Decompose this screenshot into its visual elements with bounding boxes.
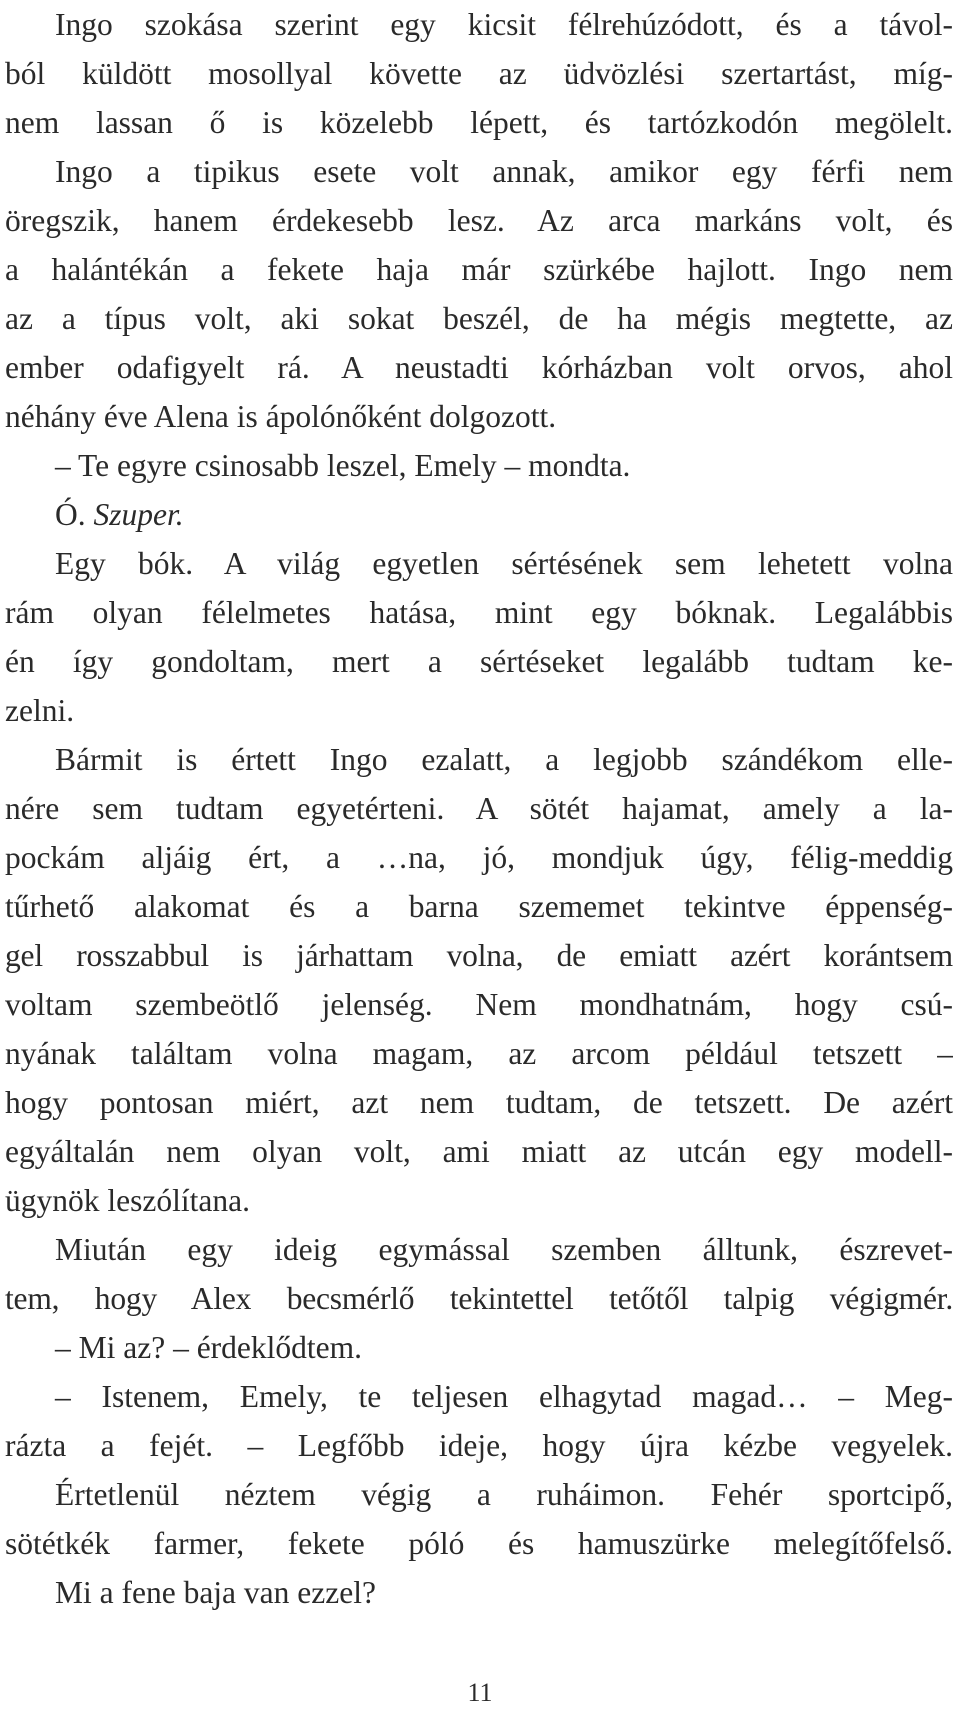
text-line: néhány éve Alena is ápolónőként dolgozott. <box>5 399 557 434</box>
text-line: rám olyan félelmetes hatása, mint egy bóknak. Legalábbis <box>5 595 953 630</box>
text-line: Miután egy ideig egymással szemben álltunk, észrevet- <box>55 1232 953 1267</box>
text-line: ügynök leszólítana. <box>5 1183 250 1218</box>
text-line: Bármit is értett Ingo ezalatt, a legjobb szándékom elle- <box>55 742 953 777</box>
text-line: tűrhető alakomat és a barna szememet tekintve éppenség- <box>5 889 953 924</box>
text-line: gel rosszabbul is járhattam volna, de emiatt azért korántsem <box>5 938 953 973</box>
text-line: az a típus volt, aki sokat beszél, de ha mégis megtette, az <box>5 301 953 336</box>
text-line: ember odafigyelt rá. A neustadti kórházban volt orvos, ahol <box>5 350 953 385</box>
dialogue-line: – Mi az? – érdeklődtem. <box>55 1330 363 1365</box>
body-text <box>5 0 953 1617</box>
dialogue-line: – Te egyre csinosabb leszel, Emely – mondta. <box>55 448 631 483</box>
text-line: ból küldött mosollyal követte az üdvözlési szertartást, míg- <box>5 56 953 91</box>
text-line: zelni. <box>5 693 75 728</box>
text-line: Mi a fene baja van ezzel? <box>55 1575 376 1610</box>
page-number: 11 <box>467 1678 493 1707</box>
text-line: nyának találtam volna magam, az arcom például tetszett – <box>5 1036 953 1071</box>
text-line: nére sem tudtam egyetérteni. A sötét hajamat, amely a la- <box>5 791 953 826</box>
text-line: pockám aljáig ért, a …na, jó, mondjuk úgy, félig-meddig <box>5 840 953 875</box>
text-line: a halántékán a fekete haja már szürkébe hajlott. Ingo nem <box>5 252 953 287</box>
text-line: egyáltalán nem olyan volt, ami miatt az utcán egy modell- <box>5 1134 953 1169</box>
text-line <box>5 490 953 539</box>
dialogue-line: – Istenem, Emely, te teljesen elhagytad magad… – Meg- <box>55 1379 953 1414</box>
text-line: sötétkék farmer, fekete póló és hamuszürke melegítőfelső. <box>5 1526 953 1561</box>
text-line: tem, hogy Alex becsmérlő tekintettel tetőtől talpig végigmér. <box>5 1281 953 1316</box>
text-line: hogy pontosan miért, azt nem tudtam, de tetszett. De azért <box>5 1085 953 1120</box>
italic-fragment: Szuper. <box>93 497 184 532</box>
text-line: nem lassan ő is közelebb lépett, és tartózkodón megölelt. <box>5 105 953 140</box>
text-line: Ingo szokása szerint egy kicsit félrehúzódott, és a távol- <box>55 7 953 42</box>
plain-fragment: Ó. <box>55 497 94 532</box>
text-line: én így gondoltam, mert a sértéseket legalább tudtam ke- <box>5 644 953 679</box>
text-line: öregszik, hanem érdekesebb lesz. Az arca markáns volt, és <box>5 203 953 238</box>
text-line: Értetlenül néztem végig a ruháimon. Fehér sportcipő, <box>55 1477 953 1512</box>
text-line: rázta a fejét. – Legfőbb ideje, hogy újra kézbe vegyelek. <box>5 1428 953 1463</box>
text-line: Egy bók. A világ egyetlen sértésének sem lehetett volna <box>55 546 953 581</box>
text-line: voltam szembeötlő jelenség. Nem mondhatnám, hogy csú- <box>5 987 953 1022</box>
text-line: Ingo a tipikus esete volt annak, amikor egy férfi nem <box>55 154 953 189</box>
